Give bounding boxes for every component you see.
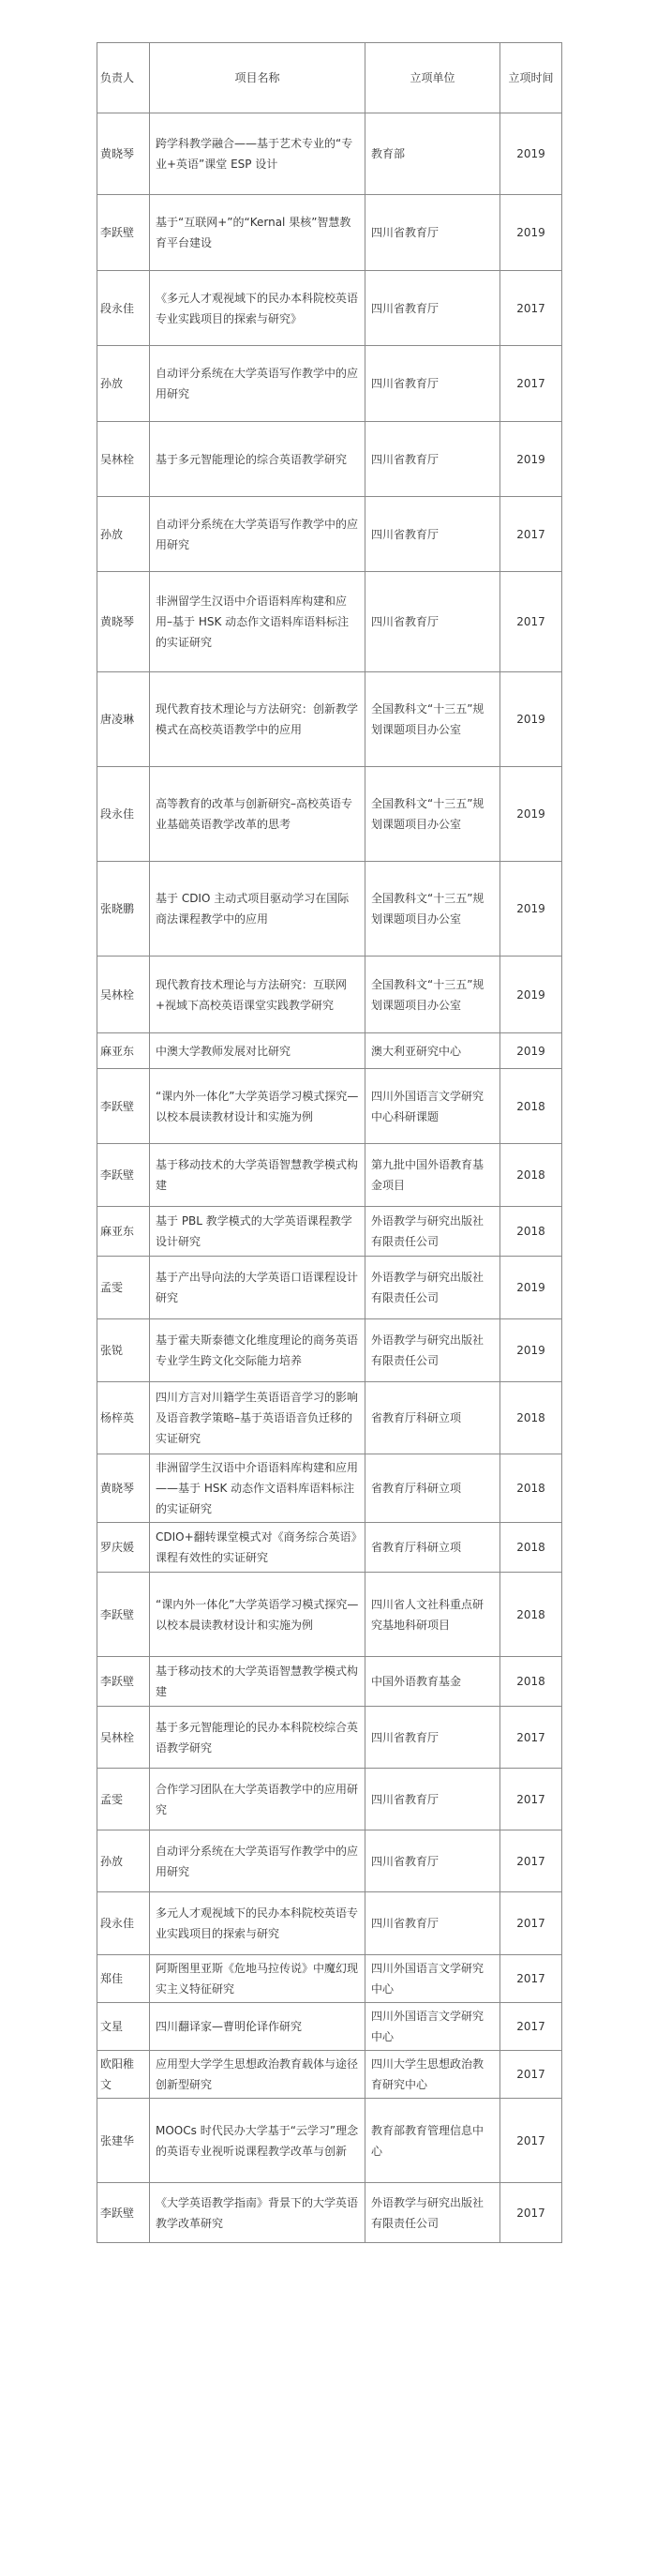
cell-project: CDIO+翻转课堂模式对《商务综合英语》课程有效性的实证研究: [150, 1523, 365, 1573]
cell-unit: 外语教学与研究出版社有限责任公司: [365, 2183, 500, 2243]
cell-person: 罗庆媛: [97, 1523, 150, 1573]
table-row: [97, 1257, 562, 1319]
cell-project: 自动评分系统在大学英语写作教学中的应用研究: [150, 346, 365, 422]
cell-year: 2017: [500, 2099, 562, 2183]
cell-project: 高等教育的改革与创新研究–高校英语专业基础英语教学改革的思考: [150, 767, 365, 862]
cell-unit: 四川省教育厅: [365, 572, 500, 672]
cell-year: 2019: [500, 422, 562, 497]
cell-year: 2018: [500, 1657, 562, 1707]
cell-project: 四川翻译家—曹明伦译作研究: [150, 2003, 365, 2051]
cell-project: 基于“互联网+”的“Kernal 果核”智慧教育平台建设: [150, 195, 365, 271]
cell-year: 2017: [500, 2003, 562, 2051]
cell-person: 黄晓琴: [97, 1454, 150, 1523]
table-row: [97, 862, 562, 957]
table-row: [97, 1523, 562, 1573]
cell-year: 2017: [500, 1707, 562, 1769]
header-project: 项目名称: [150, 43, 365, 113]
cell-project: 基于多元智能理论的综合英语教学研究: [150, 422, 365, 497]
cell-person: 孙放: [97, 497, 150, 572]
cell-project: “课内外一体化”大学英语学习模式探究—以校本晨读教材设计和实施为例: [150, 1069, 365, 1144]
table-row: [97, 195, 562, 271]
cell-person: 麻亚东: [97, 1207, 150, 1257]
cell-person: 段永佳: [97, 1892, 150, 1955]
cell-unit: 四川外国语言文学研究中心科研课题: [365, 1069, 500, 1144]
cell-year: 2017: [500, 346, 562, 422]
cell-unit: 四川省教育厅: [365, 497, 500, 572]
cell-project: 应用型大学学生思想政治教育载体与途径创新型研究: [150, 2051, 365, 2099]
header-person: 负责人: [97, 43, 150, 113]
table-row: [97, 497, 562, 572]
cell-year: 2017: [500, 2051, 562, 2099]
cell-project: 中澳大学教师发展对比研究: [150, 1033, 365, 1069]
table-row: [97, 1069, 562, 1144]
cell-person: 李跃壁: [97, 1573, 150, 1657]
table-row: [97, 672, 562, 767]
cell-unit: 四川省教育厅: [365, 1707, 500, 1769]
cell-person: 吴林栓: [97, 957, 150, 1033]
cell-person: 李跃壁: [97, 2183, 150, 2243]
cell-project: 自动评分系统在大学英语写作教学中的应用研究: [150, 1830, 365, 1892]
cell-unit: 四川外国语言文学研究中心: [365, 2003, 500, 2051]
cell-year: 2017: [500, 1830, 562, 1892]
table-row: [97, 2099, 562, 2183]
cell-unit: 四川省教育厅: [365, 346, 500, 422]
table-row: [97, 1830, 562, 1892]
cell-unit: 全国教科文“十三五”规划课题项目办公室: [365, 957, 500, 1033]
cell-year: 2017: [500, 497, 562, 572]
table-row: [97, 767, 562, 862]
cell-year: 2017: [500, 1892, 562, 1955]
project-table: [97, 42, 562, 2243]
cell-unit: 第九批中国外语教育基金项目: [365, 1144, 500, 1207]
cell-unit: 四川省教育厅: [365, 1769, 500, 1830]
cell-unit: 省教育厅科研立项: [365, 1523, 500, 1573]
cell-year: 2018: [500, 1573, 562, 1657]
table-row: [97, 1707, 562, 1769]
table-row: [97, 1382, 562, 1454]
cell-person: 李跃壁: [97, 1144, 150, 1207]
table-body: [97, 113, 562, 2243]
cell-year: 2019: [500, 862, 562, 957]
cell-unit: 外语教学与研究出版社有限责任公司: [365, 1319, 500, 1382]
cell-project: 基于移动技术的大学英语智慧教学模式构建: [150, 1657, 365, 1707]
cell-project: 基于移动技术的大学英语智慧教学模式构建: [150, 1144, 365, 1207]
cell-person: 吴林栓: [97, 1707, 150, 1769]
cell-project: 现代教育技术理论与方法研究：互联网+视域下高校英语课堂实践教学研究: [150, 957, 365, 1033]
cell-person: 段永佳: [97, 271, 150, 346]
table-row: [97, 2183, 562, 2243]
cell-project: 多元人才观视域下的民办本科院校英语专业实践项目的探索与研究: [150, 1892, 365, 1955]
table-row: [97, 1454, 562, 1523]
cell-person: 李跃壁: [97, 1069, 150, 1144]
table-row: [97, 2051, 562, 2099]
cell-year: 2018: [500, 1523, 562, 1573]
cell-person: 孙放: [97, 346, 150, 422]
table-row: [97, 113, 562, 195]
table-row: [97, 572, 562, 672]
table-row: [97, 1892, 562, 1955]
cell-project: 基于多元智能理论的民办本科院校综合英语教学研究: [150, 1707, 365, 1769]
cell-unit: 外语教学与研究出版社有限责任公司: [365, 1207, 500, 1257]
cell-year: 2019: [500, 767, 562, 862]
cell-person: 孟雯: [97, 1257, 150, 1319]
cell-year: 2018: [500, 1207, 562, 1257]
cell-person: 麻亚东: [97, 1033, 150, 1069]
cell-person: 张建华: [97, 2099, 150, 2183]
cell-person: 李跃壁: [97, 1657, 150, 1707]
cell-person: 孙放: [97, 1830, 150, 1892]
cell-year: 2019: [500, 195, 562, 271]
cell-person: 张晓鹏: [97, 862, 150, 957]
cell-year: 2017: [500, 1769, 562, 1830]
cell-person: 文星: [97, 2003, 150, 2051]
cell-year: 2019: [500, 1257, 562, 1319]
cell-year: 2019: [500, 1319, 562, 1382]
cell-project: 阿斯图里亚斯《危地马拉传说》中魔幻现实主义特征研究: [150, 1955, 365, 2003]
table-row: [97, 1144, 562, 1207]
cell-unit: 外语教学与研究出版社有限责任公司: [365, 1257, 500, 1319]
cell-year: 2018: [500, 1454, 562, 1523]
cell-person: 欧阳稚文: [97, 2051, 150, 2099]
table-row: [97, 1573, 562, 1657]
cell-year: 2018: [500, 1382, 562, 1454]
cell-project: 基于产出导向法的大学英语口语课程设计研究: [150, 1257, 365, 1319]
cell-person: 吴林栓: [97, 422, 150, 497]
cell-year: 2019: [500, 957, 562, 1033]
cell-project: 现代教育技术理论与方法研究：创新教学模式在高校英语教学中的应用: [150, 672, 365, 767]
cell-unit: 省教育厅科研立项: [365, 1382, 500, 1454]
cell-unit: 全国教科文“十三五”规划课题项目办公室: [365, 767, 500, 862]
cell-year: 2017: [500, 2183, 562, 2243]
cell-person: 李跃壁: [97, 195, 150, 271]
cell-unit: 教育部教育管理信息中心: [365, 2099, 500, 2183]
cell-unit: 教育部: [365, 113, 500, 195]
cell-project: 跨学科教学融合——基于艺术专业的“专业+英语”课堂 ESP 设计: [150, 113, 365, 195]
cell-unit: 全国教科文“十三五”规划课题项目办公室: [365, 672, 500, 767]
cell-project: MOOCs 时代民办大学基于“云学习”理念的英语专业视听说课程教学改革与创新: [150, 2099, 365, 2183]
cell-unit: 中国外语教育基金: [365, 1657, 500, 1707]
table-row: [97, 1033, 562, 1069]
table-row: [97, 422, 562, 497]
cell-project: 基于霍夫斯泰德文化维度理论的商务英语专业学生跨文化交际能力培养: [150, 1319, 365, 1382]
cell-unit: 四川省教育厅: [365, 195, 500, 271]
table-row: [97, 1955, 562, 2003]
table-row: [97, 957, 562, 1033]
cell-year: 2017: [500, 271, 562, 346]
cell-unit: 省教育厅科研立项: [365, 1454, 500, 1523]
cell-person: 孟雯: [97, 1769, 150, 1830]
table-row: [97, 2003, 562, 2051]
cell-year: 2018: [500, 1069, 562, 1144]
cell-unit: 四川省人文社科重点研究基地科研项目: [365, 1573, 500, 1657]
cell-project: “课内外一体化”大学英语学习模式探究—以校本晨读教材设计和实施为例: [150, 1573, 365, 1657]
cell-person: 黄晓琴: [97, 572, 150, 672]
cell-unit: 四川大学生思想政治教育研究中心: [365, 2051, 500, 2099]
table-row: [97, 346, 562, 422]
cell-unit: 四川省教育厅: [365, 422, 500, 497]
header-unit: 立项单位: [365, 43, 500, 113]
cell-person: 黄晓琴: [97, 113, 150, 195]
cell-unit: 澳大利亚研究中心: [365, 1033, 500, 1069]
cell-project: 《大学英语教学指南》背景下的大学英语教学改革研究: [150, 2183, 365, 2243]
cell-project: 基于 CDIO 主动式项目驱动学习在国际商法课程教学中的应用: [150, 862, 365, 957]
table-row: [97, 1207, 562, 1257]
cell-unit: 四川省教育厅: [365, 1892, 500, 1955]
table-row: [97, 271, 562, 346]
cell-year: 2019: [500, 672, 562, 767]
cell-unit: 四川省教育厅: [365, 271, 500, 346]
cell-person: 唐凌琳: [97, 672, 150, 767]
cell-project: 《多元人才观视域下的民办本科院校英语专业实践项目的探索与研究》: [150, 271, 365, 346]
cell-project: 合作学习团队在大学英语教学中的应用研究: [150, 1769, 365, 1830]
cell-year: 2019: [500, 1033, 562, 1069]
table-row: [97, 1769, 562, 1830]
table-row: [97, 1319, 562, 1382]
cell-project: 基于 PBL 教学模式的大学英语课程教学设计研究: [150, 1207, 365, 1257]
cell-year: 2019: [500, 113, 562, 195]
cell-project: 非洲留学生汉语中介语语料库构建和应用——基于 HSK 动态作文语料库语料标注的实证研究: [150, 1454, 365, 1523]
cell-person: 段永佳: [97, 767, 150, 862]
cell-person: 郑佳: [97, 1955, 150, 2003]
cell-year: 2018: [500, 1144, 562, 1207]
cell-person: 杨梓英: [97, 1382, 150, 1454]
cell-project: 四川方言对川籍学生英语语音学习的影响及语音教学策略–基于英语语音负迁移的实证研究: [150, 1382, 365, 1454]
cell-year: 2017: [500, 1955, 562, 2003]
header-row: [97, 43, 562, 113]
cell-year: 2017: [500, 572, 562, 672]
cell-person: 张锐: [97, 1319, 150, 1382]
cell-unit: 全国教科文“十三五”规划课题项目办公室: [365, 862, 500, 957]
cell-unit: 四川外国语言文学研究中心: [365, 1955, 500, 2003]
table-row: [97, 1657, 562, 1707]
cell-project: 自动评分系统在大学英语写作教学中的应用研究: [150, 497, 365, 572]
header-year: 立项时间: [500, 43, 562, 113]
cell-unit: 四川省教育厅: [365, 1830, 500, 1892]
cell-project: 非洲留学生汉语中介语语料库构建和应用–基于 HSK 动态作文语料库语料标注的实证研究: [150, 572, 365, 672]
